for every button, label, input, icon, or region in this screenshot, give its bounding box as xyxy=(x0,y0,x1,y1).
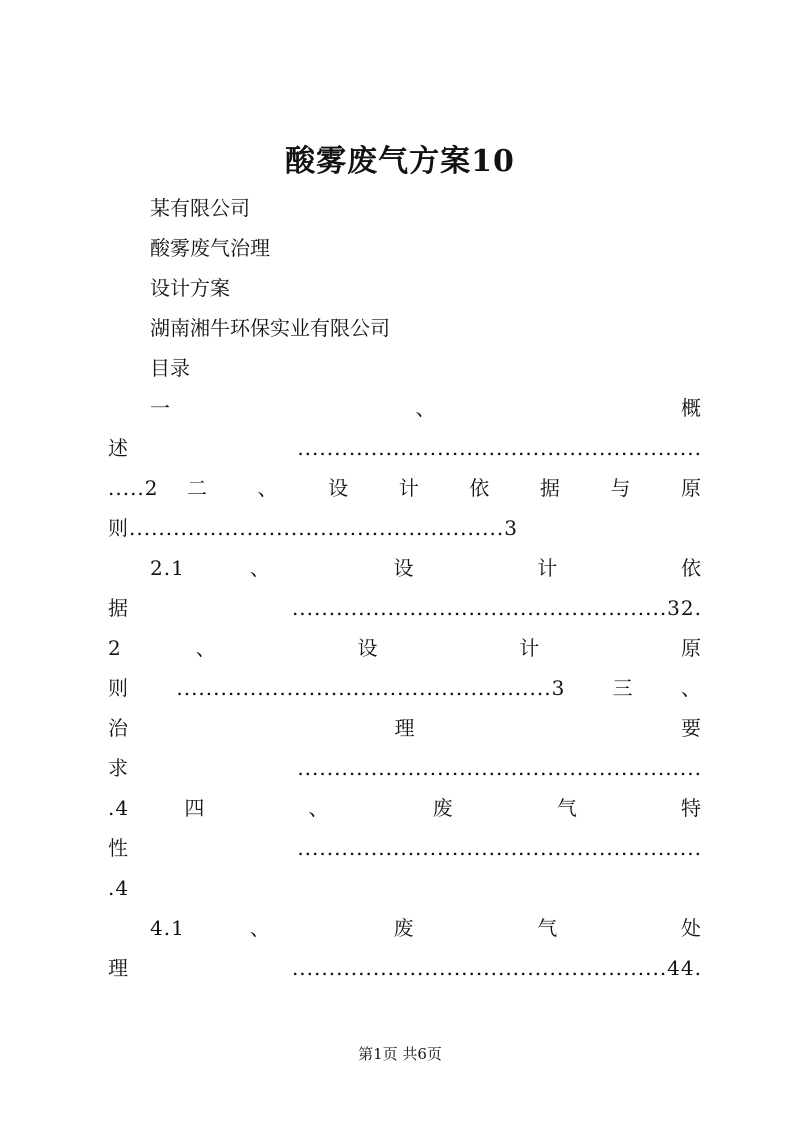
toc-line: .4 xyxy=(108,876,130,900)
document-type: 设计方案 xyxy=(150,276,230,300)
document-title: 酸雾废气方案10 xyxy=(285,144,515,179)
toc-line: 求....................................................... xyxy=(108,756,702,780)
toc-line: 则...................................................3 xyxy=(108,516,518,540)
toc-line: 性....................................................... xyxy=(108,836,702,860)
toc-line: 理...................................................44. xyxy=(108,956,702,980)
toc-line: 4.1 、 废 气 处 xyxy=(150,916,702,940)
project-name: 酸雾废气治理 xyxy=(150,236,270,260)
toc-line: .4 四 、 废 气 特 xyxy=(108,796,702,820)
toc-heading: 目录 xyxy=(150,356,190,380)
author-company: 湖南湘牛环保实业有限公司 xyxy=(150,316,390,340)
toc-line: .....2 二 、 设 计 依 据 与 原 xyxy=(108,476,702,500)
toc-line: 一 、 概 xyxy=(150,396,702,420)
toc-line: 2.1 、 设 计 依 xyxy=(150,556,702,580)
toc-line: 述....................................................... xyxy=(108,436,702,460)
company-name: 某有限公司 xyxy=(150,196,250,220)
page-footer: 第1页 共6页 xyxy=(358,1045,442,1063)
toc-line: 治 理 要 xyxy=(108,716,702,740)
toc-line: 则...................................................3三、 xyxy=(108,676,702,700)
document-body xyxy=(108,188,702,988)
toc-line: 据...................................................32. xyxy=(108,596,702,620)
toc-line: 2 、 设 计 原 xyxy=(108,636,702,660)
